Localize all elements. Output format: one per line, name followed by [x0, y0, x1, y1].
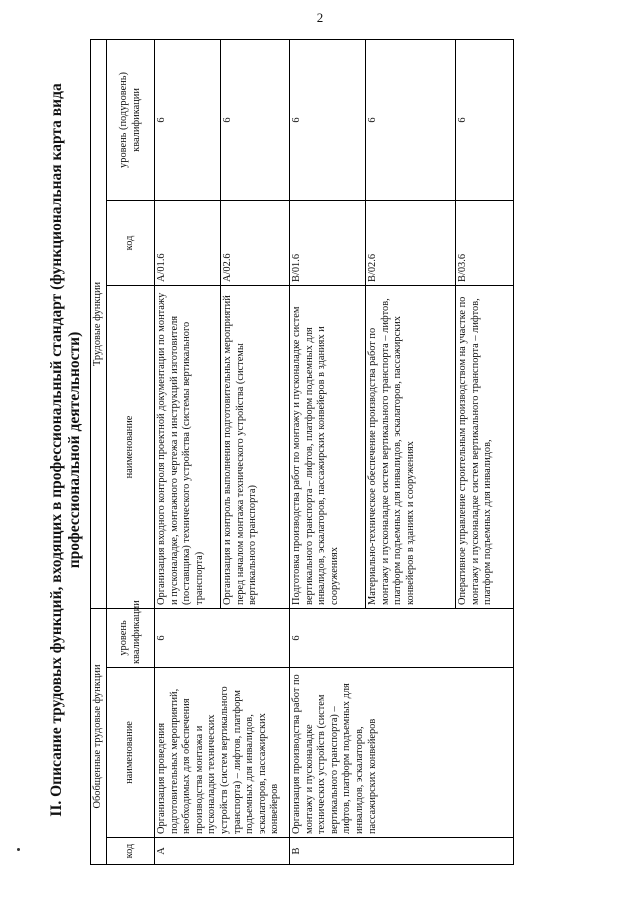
group-level: 6	[290, 608, 514, 667]
col-level-header: уровень квалификации	[107, 608, 155, 667]
function-code: B/03.6	[456, 200, 514, 285]
col-function-name-header: наименование	[107, 285, 155, 608]
function-code: A/02.6	[221, 200, 290, 285]
table-row	[155, 39, 221, 864]
group-code: B	[290, 838, 514, 865]
col-name-header: наименование	[107, 668, 155, 838]
function-code: B/01.6	[290, 200, 366, 285]
heading-line-1: II. Описание трудовых функций, входящих в профессиональный стандарт (функциональная карта вида	[48, 83, 65, 817]
table-row	[290, 39, 366, 864]
heading-line-2: профессиональной деятельности)	[66, 331, 83, 569]
group-code: A	[155, 838, 290, 865]
page-number: 2	[316, 10, 324, 25]
function-level: 6	[221, 39, 290, 200]
labor-functions-header: Трудовые функции	[91, 39, 107, 608]
col-sublevel-header: уровень (подуровень) квалификации	[107, 39, 155, 200]
section-heading	[48, 75, 84, 825]
function-name: Оперативное управление строительным производством на участке по монтажу и пусконаладке систем вертикального транспорта – лифтов, платформ подъемных для инвалидов,	[456, 285, 514, 608]
group-level: 6	[155, 608, 290, 667]
function-code: B/02.6	[366, 200, 456, 285]
function-code: A/01.6	[155, 200, 221, 285]
function-level: 6	[290, 39, 366, 200]
function-level: 6	[456, 39, 514, 200]
group-name: Организация производства работ по монтажу и пусконаладке технических устройств (систем вертикального транспорта) – лифтов, платформ подъемных для инвалидов, эскалаторов, пассажирских конвейеров	[290, 668, 514, 838]
function-name: Организация и контроль выполнения подготовительных мероприятий перед началом монтажа технического устройства (системы вертикального транспорта)	[221, 285, 290, 608]
function-name: Материально-техническое обеспечение производства работ по монтажу и пусконаладке систем вертикального транспорта – лифтов, платформ подъемных для инвалидов, эскалаторов, пассажирских конвейеров в зданиях и сооружениях	[366, 285, 456, 608]
function-level: 6	[155, 39, 221, 200]
col-function-code-header: код	[107, 200, 155, 285]
function-level: 6	[366, 39, 456, 200]
col-code-header: код	[107, 838, 155, 865]
header-group-row	[91, 39, 107, 864]
header-columns-row	[107, 39, 155, 864]
group-name: Организация проведения подготовительных мероприятий, необходимых для обеспечения производства монтажа и пусконаладки технических устройств (систем вертикального транспорта) – лифтов, платформ подъемных для инвалидов, эскалаторов, пассажирских конвейеров	[155, 668, 290, 838]
functional-map-table	[90, 39, 514, 865]
function-name: Подготовка производства работ по монтажу и пусконаладке систем вертикального транспорта – лифтов, платформ подъемных для инвалидов, эскалаторов, пассажирских конвейеров в зданиях и сооружениях	[290, 285, 366, 608]
generalized-functions-header: Обобщенные трудовые функции	[91, 608, 107, 864]
function-name: Организация входного контроля проектной документации по монтажу и пусконаладке, монтажного чертежа и инструкций изготовителя (поставщика) технического устройства (системы вертикального транспорта)	[155, 285, 221, 608]
rotated-page-content	[0, 30, 640, 875]
